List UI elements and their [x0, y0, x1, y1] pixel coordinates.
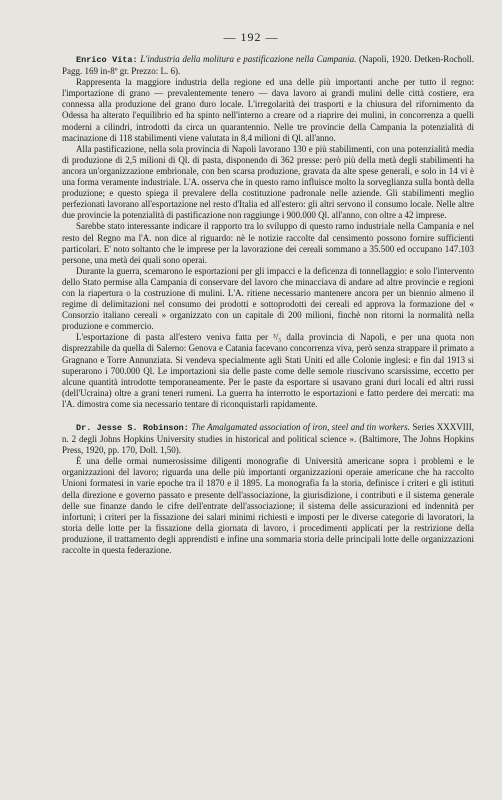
review-paragraph: L'esportazione di pasta all'estero veniva fatta per ³/₅ dalla provincia di Napoli, e per una quota non disprezzabile da quella di Salerno: Genova e Catania facevano concorrenza viva, però senza strappare il primato a Gragnano e Torre Annunziata. Si vendeva specialmente agli Stati Uniti ed alle Colonie inglesi: e fin dal 1913 si superarono i 700.000 Ql. Le importazioni sia delle paste come delle semole riuscivano scarsissime, eccetto per alcune quantità introdotte temporaneamente. Per le paste da esportare si usavano grani duri locali ed altri russi (dell'Ucraina) oltre a grani teneri rumeni. La guerra ha interrotto le esportazioni e fatto perdere dei mercati: ma l'A. dimostra come sia necessario tentare di riconquistarli rapidamente.	[62, 332, 474, 409]
review-details: (Napoli, 1920. Detken-Rocholl. Pagg. 169 in-8º gr. Prezzo: L. 6).	[62, 54, 475, 77]
review-author: Dr. Jesse S. Robinson:	[76, 423, 189, 433]
review-title: L'industria della molitura e pastificazione nella Campania.	[140, 54, 357, 64]
review-paragraph: Sarebbe stato interessante indicare il rapporto tra lo sviluppo di questo ramo industriale nella Campania e nel resto del Regno ma l'A. non dice al riguardo: nè le notizie raccolte dal censimento possono fornire sufficienti particolari. E' noto soltanto che le imprese per la lavorazione dei cereali sommano a 35.500 ed occupano 147.103 persone, una metà dei quali sono operai.	[62, 221, 474, 265]
page-number: — 192 —	[223, 30, 279, 44]
review-paragraph: È una delle ormai numerosissime diligenti monografie di Università americane sopra i problemi e le organizzazioni del lavoro; riguarda una delle più importanti organizzazioni operaie americane che ha raccolto Unioni formatesi in varie epoche tra il 1870 e il 1895. La monografia fa la storia, definisce i criteri e gli istituti della direzione e governo passato e presente dell'associazione, la giurisdizione, i contributi e il sistema generale delle sue finanze dando le cifre dell'entrate dell'associazione; il sistema delle assicurazioni ed indennità per infortuni; i criteri per la fissazione dei salari minimi richiesti e imposti per le diverse categorie di lavoratori, la storia delle lotte per la fissazione della giornata di lavoro, i procedimenti applicati per la restrizione della produzione, il trattamento degli apprendisti e infine una sommaria storia delle principali lotte delle organizzazioni raccolte in questa federazione.	[62, 456, 474, 556]
review-robinson	[62, 422, 474, 556]
review-paragraph: Rappresenta la maggiore industria della regione ed una delle più importanti anche per tutto il regno: l'importazione di grano — prevalentemente tenero — dava lavoro ai grandi mulini delle città costiere, era connessa alla produzione del grano duro locale. L'irregolarità dei trasporti e la chiusura del rifornimento da Odessa ha alterato l'equilibrio ed ha spinto nell'interno a creare od a riaprire dei mulini, in concorrenza a quelli moderni a cilindri, introdotti da circa un quarantennio. Nelle tre provincie della Campania la potenzialità di macinazione di 118 stabilimenti viene valutata in 8,4 milioni di Ql. all'anno.	[62, 77, 474, 143]
review-author: Enrico Vita:	[76, 55, 138, 65]
page-content	[62, 54, 474, 556]
review-header	[62, 54, 474, 77]
review-paragraph: Durante la guerra, scemarono le esportazioni per gli impacci e la deficenza di tonnellaggio: e solo l'intervento dello Stato permise alla Campania di conservare del lavoro che minacciava di andare ad altre provincie e regioni con la riapertura o la costruzione di mulini. L'A. ritiene necessario mantenere ancora per un biennio almeno il regime di delimitazioni nel consumo dei prodotti e sottoprodotti dei cereali ed approva la formazione del « Consorzio italiano cereali » organizzato con un capitale di 200 milioni, finchè non ritorni la normalità nella produzione e commercio.	[62, 265, 474, 332]
review-vita	[62, 54, 474, 410]
review-paragraph: Alla pastificazione, nella sola provincia di Napoli lavorano 130 e più stabilimenti, con una potenzialità media di produzione di 2,5 milioni di Ql. di pasta, disponendo di 362 presse: però più della metà degli stabilimenti ha ancora un'organizzazione embrionale, con ben scarsa produzione, gravata da alte spese generali, e solo in 14 vi è una forma veramente industriale. L'A. osserva che in questo ramo influisce molto la sorveglianza sulla bontà della produzione; e questo spiega il prevalere della costituzione padronale nelle aziende. Gli stabilimenti meglio perfezionati lavorano all'esportazione nel resto d'Italia ed all'estero: gli altri servono il consumo locale. Nelle altre due provincie la potenzialità di pastificazione non raggiunge i 900.000 Ql. all'anno, con oltre a 42 imprese.	[62, 143, 474, 221]
review-details: Series XXXVIII, n. 2 degli Johns Hopkins University studies in historical and political science ». (Baltimore, The Johns Hopkins Press, 1920, pp. 170, Doll. 1,50).	[62, 422, 475, 456]
review-title: The Amalgamated association of iron, steel and tin workers.	[191, 422, 410, 432]
review-header	[62, 422, 474, 456]
